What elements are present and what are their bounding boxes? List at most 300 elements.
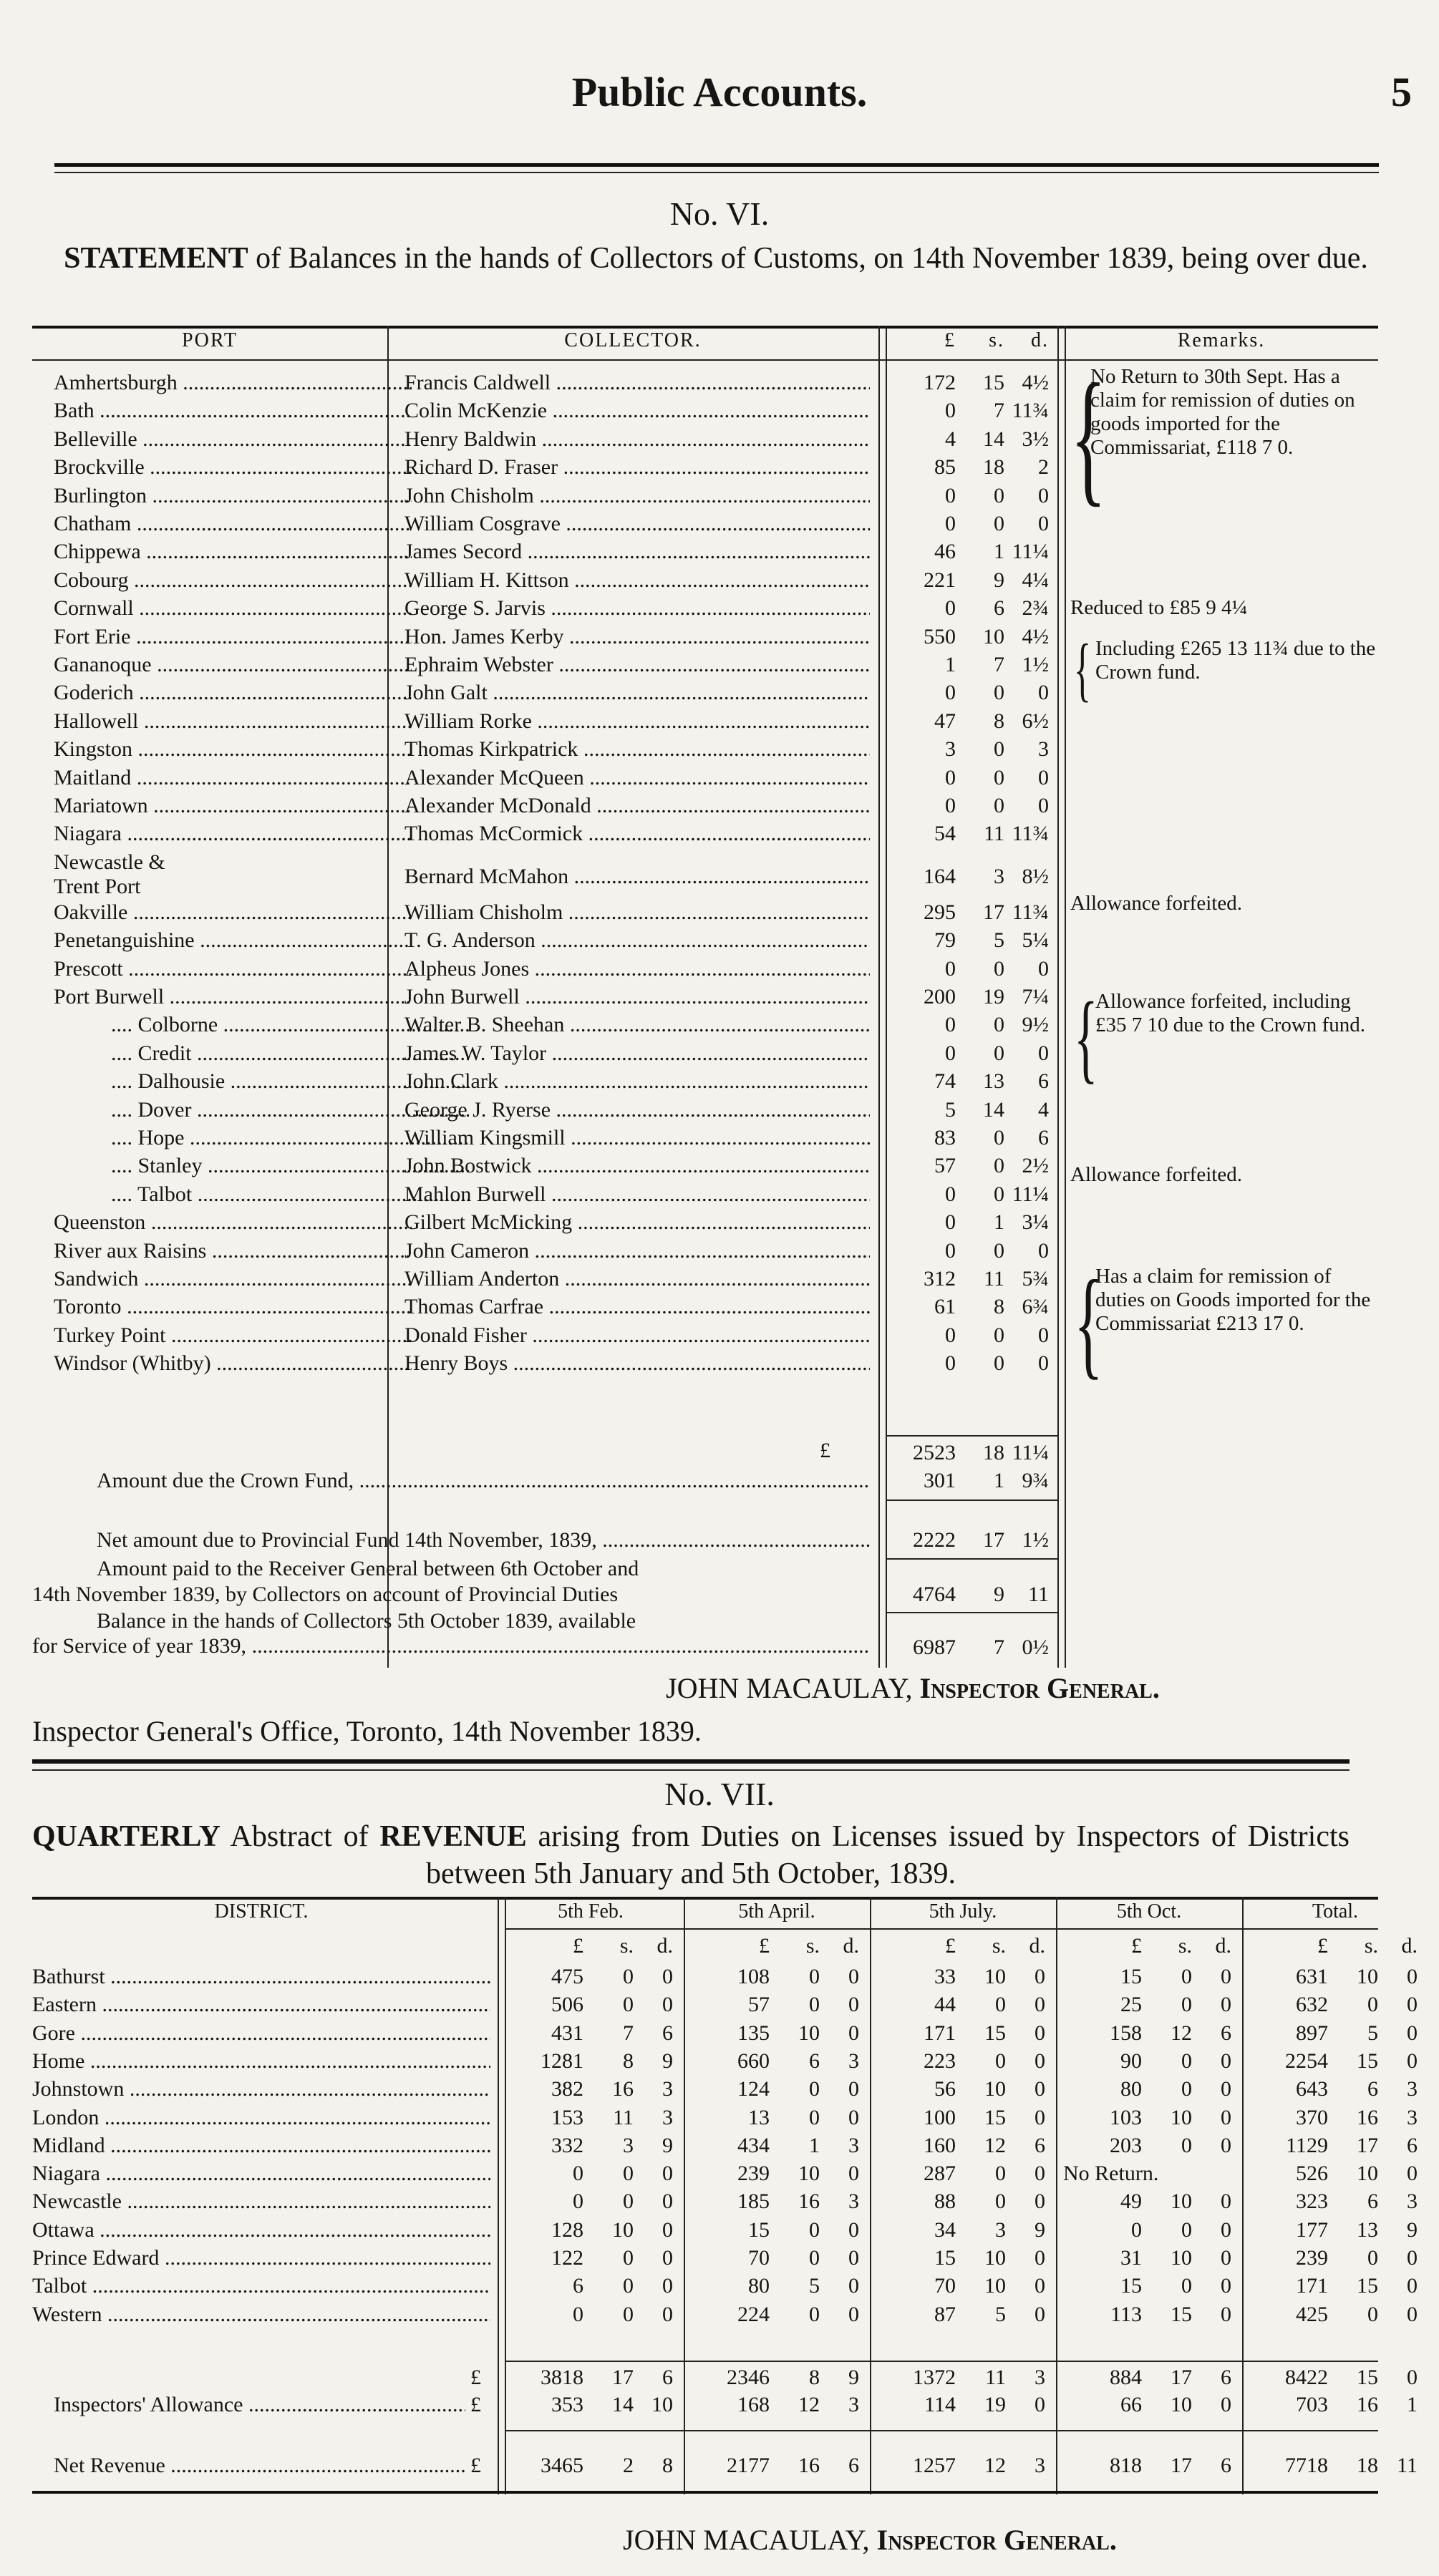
table-row (32, 2048, 1418, 2076)
port-cell: .... Talbot ..... (111, 1182, 469, 1207)
amount-cell: 153 (551, 2105, 583, 2129)
total-pounds: 2523 (913, 1441, 956, 1464)
net-revenue-row (32, 2454, 1418, 2481)
pounds-cell: 312 (924, 1267, 956, 1291)
col-header-remarks: Remarks. (1177, 329, 1266, 351)
crown-shillings: 1 (994, 1469, 1004, 1492)
amount-cell: 0 (848, 2105, 859, 2129)
amount-cell: 6 (662, 2366, 673, 2389)
amount-cell: 66 (1120, 2393, 1142, 2416)
amount-cell: 15 (1357, 2274, 1378, 2298)
shillings-cell: 0 (994, 512, 1004, 535)
port-cell: Gananoque ..... (54, 653, 412, 677)
pounds-cell: 57 (934, 1154, 956, 1178)
col-header-unit: £ (573, 1934, 583, 1958)
amount-cell: 0 (662, 2162, 673, 2186)
amount-cell: 0 (848, 2302, 859, 2326)
table-row (32, 709, 1378, 737)
amount-cell: 0 (848, 2246, 859, 2270)
amount-cell: 1372 (913, 2366, 956, 2389)
table-row (32, 1993, 1418, 2020)
district-cell: Bathurst ..... (32, 1965, 490, 1989)
total-rule (886, 1435, 1057, 1437)
amount-cell: 3 (1035, 2454, 1045, 2477)
pounds-cell: 0 (945, 1182, 956, 1206)
shillings-cell: 3 (994, 864, 1004, 888)
remark-7: Has a claim for remission of duties on Goods imported for the Commissariat £213 17 0. (1095, 1265, 1371, 1335)
pence-cell: 0 (1038, 956, 1049, 981)
amount-cell: 114 (924, 2393, 956, 2416)
pounds-cell: 79 (934, 928, 956, 953)
pound-sign: £ (470, 2366, 481, 2389)
amount-cell: 0 (1181, 1965, 1192, 1988)
shillings-cell: 11 (984, 822, 1004, 846)
shillings-cell: 19 (983, 985, 1004, 1008)
section-rule-thin (32, 1769, 1350, 1771)
pounds-cell: 0 (945, 596, 956, 621)
pence-cell: 4 (1038, 1097, 1049, 1122)
pence-cell: 2 (1038, 455, 1049, 480)
amount-cell: 34 (934, 2217, 956, 2242)
table-row (32, 2077, 1418, 2104)
amount-cell: 1129 (1286, 2133, 1328, 2157)
port-cell: River aux Raisins ..... (54, 1239, 412, 1263)
amount-cell: 0 (1221, 2048, 1231, 2073)
section-rule (32, 1759, 1350, 1764)
amount-cell: 80 (748, 2274, 770, 2298)
section-6-number: No. VI. (669, 195, 770, 232)
port-cell: Goderich ..... (54, 681, 412, 705)
remark-2: Reduced to £85 9 4¼ (1070, 596, 1248, 619)
amount-cell: 0 (809, 1965, 820, 1988)
pounds-cell: 74 (934, 1069, 956, 1094)
shillings-cell: 1 (994, 1210, 1004, 1235)
pence-cell: 0 (1038, 1351, 1049, 1376)
amount-cell: 0 (1035, 2021, 1045, 2045)
table-row (32, 766, 1378, 794)
col-header-port: PORT (182, 329, 238, 351)
pence-cell: 1½ (1022, 653, 1049, 676)
amount-cell: 0 (1035, 1965, 1045, 1988)
district-cell: Home ..... (32, 2049, 490, 2074)
crown-pounds: 301 (924, 1469, 956, 1492)
amount-cell: 203 (1110, 2133, 1142, 2157)
table-row (32, 2021, 1418, 2048)
table-row (32, 2246, 1418, 2273)
amount-cell: 223 (924, 2048, 956, 2073)
col-header-unit: £ (1131, 1934, 1142, 1958)
amount-cell: 0 (1181, 2048, 1192, 2073)
amount-cell: 0 (573, 2302, 583, 2326)
amount-cell: 0 (1221, 1993, 1231, 2017)
col-header-collector: COLLECTOR. (564, 329, 702, 351)
amount-cell: 15 (984, 2021, 1006, 2045)
pounds-cell: 0 (945, 399, 956, 423)
pence-cell: 4½ (1022, 371, 1049, 394)
amount-cell: 10 (984, 2246, 1006, 2270)
amount-cell: 2254 (1285, 2048, 1328, 2073)
crown-label: Amount due the Crown Fund, ..... (97, 1469, 870, 1493)
amount-cell: 3 (995, 2217, 1006, 2242)
shillings-cell: 5 (994, 928, 1004, 953)
amount-cell: 0 (623, 2274, 634, 2298)
sum-row (32, 2366, 1418, 2393)
amount-cell: 353 (551, 2393, 583, 2416)
pound-sign: £ (470, 2454, 481, 2477)
section-6-title-rest: of Balances in the hands of Collectors of Customs, on 14th November 1839, being over due. (248, 242, 1368, 275)
revenue-table (32, 1897, 1418, 2494)
shillings-cell: 0 (994, 483, 1004, 507)
amount-cell: 70 (934, 2274, 956, 2298)
amount-cell: 17 (1171, 2366, 1192, 2389)
amount-cell: 44 (934, 1993, 956, 2017)
section-7-title-bold-1: QUARTERLY (32, 1820, 221, 1853)
port-cell: .... Hope ..... (111, 1126, 469, 1150)
amount-cell: 10 (1171, 2393, 1192, 2416)
amount-cell: 6 (1407, 2133, 1418, 2157)
col-header-unit: d. (1029, 1934, 1045, 1958)
amount-cell: No Return. (1063, 2162, 1159, 2186)
pence-cell: 0 (1038, 1041, 1049, 1065)
amount-cell: 15 (1171, 2302, 1192, 2326)
district-cell: Eastern ..... (32, 1993, 490, 2017)
amount-cell: 122 (551, 2246, 583, 2270)
running-head (0, 68, 1439, 125)
port-cell: Cornwall ..... (54, 596, 412, 621)
shillings-cell: 0 (994, 1323, 1004, 1347)
signature-name: JOHN MACAULAY, (623, 2524, 870, 2556)
amount-cell: 14 (612, 2393, 634, 2416)
shillings-cell: 0 (994, 681, 1004, 705)
port-cell: Chatham ..... (54, 512, 412, 536)
collector-cell: Alpheus Jones ..... (404, 957, 870, 981)
remark-brace: { (1074, 1255, 1103, 1390)
amount-cell: 171 (1296, 2274, 1328, 2298)
table-row (32, 1041, 1378, 1069)
shillings-cell: 7 (994, 399, 1004, 423)
amount-cell: 158 (1110, 2021, 1142, 2045)
amount-cell: 0 (1221, 1965, 1231, 1988)
amount-cell: 10 (1171, 2246, 1192, 2270)
amount-cell: 0 (995, 2162, 1006, 2186)
amount-cell: 703 (1296, 2393, 1328, 2416)
port-cell: .... Credit ..... (111, 1041, 469, 1066)
amount-cell: 1 (1407, 2393, 1418, 2416)
amount-cell: 12 (1171, 2021, 1192, 2045)
amount-cell: 177 (1296, 2217, 1328, 2242)
table-row (32, 737, 1378, 765)
amount-cell: 15 (1120, 2274, 1142, 2298)
amount-cell: 0 (1407, 2246, 1418, 2270)
amount-cell: 0 (848, 2021, 859, 2045)
port-cell: Bath ..... (54, 399, 412, 423)
pounds-cell: 0 (945, 1323, 956, 1347)
amount-cell: 16 (612, 2077, 634, 2101)
amount-cell: 643 (1296, 2077, 1328, 2101)
pence-cell: 11¼ (1012, 540, 1049, 564)
amount-cell: 17 (1357, 2133, 1378, 2157)
amount-cell: 0 (1221, 2105, 1231, 2129)
shillings-cell: 14 (983, 1097, 1004, 1122)
amount-cell: 124 (737, 2077, 770, 2101)
amount-cell: 56 (934, 2077, 956, 2101)
amount-cell: 0 (995, 2048, 1006, 2073)
pounds-cell: 0 (945, 483, 956, 507)
col-header-unit: s. (1178, 1934, 1192, 1958)
pence-cell: 6½ (1022, 709, 1049, 733)
collector-cell: John Chisholm ..... (404, 484, 870, 508)
amount-cell: 0 (1035, 2189, 1045, 2214)
amount-cell: 6 (848, 2454, 859, 2477)
amount-cell: 6 (1221, 2454, 1231, 2477)
amount-cell: 0 (662, 1993, 673, 2017)
amount-cell: 6 (1367, 2077, 1378, 2101)
pence-cell: 11¼ (1012, 1182, 1049, 1206)
table-row (32, 2189, 1418, 2217)
amount-cell: 5 (809, 2274, 820, 2298)
amount-cell: 0 (848, 2077, 859, 2101)
amount-cell: 3 (848, 2048, 859, 2073)
shillings-cell: 0 (994, 1182, 1004, 1206)
amount-cell: 10 (984, 2274, 1006, 2298)
amount-cell: 88 (934, 2189, 956, 2214)
pence-cell: 0 (1038, 512, 1049, 535)
col-header-unit: £ (1317, 1934, 1328, 1958)
table-row (32, 1239, 1378, 1267)
table-row (32, 681, 1378, 709)
amount-cell: 0 (1035, 2162, 1045, 2186)
pence-cell: 11¾ (1012, 399, 1049, 423)
col-header-unit: £ (945, 1934, 956, 1958)
section-6-title (50, 240, 1382, 277)
amount-cell: 323 (1296, 2189, 1328, 2214)
amount-cell: 12 (984, 2133, 1006, 2157)
port-cell: Toronto ..... (54, 1295, 412, 1319)
amount-cell: 168 (737, 2393, 770, 2416)
collector-cell: Alexander McQueen ..... (404, 766, 870, 790)
amount-cell: 10 (798, 2162, 820, 2186)
remark-brace: { (1074, 629, 1091, 709)
district-cell: Talbot ..... (32, 2274, 490, 2298)
amount-cell: 18 (1357, 2454, 1378, 2477)
pence-cell: 6 (1038, 1126, 1049, 1150)
amount-cell: 0 (1407, 2162, 1418, 2186)
balances-table (32, 326, 1378, 1664)
amount-cell: 0 (1035, 2246, 1045, 2270)
amount-cell: 16 (798, 2189, 820, 2214)
amount-cell: 6 (573, 2274, 583, 2298)
amount-cell: 16 (798, 2454, 820, 2477)
amount-cell: 9 (662, 2048, 673, 2073)
shillings-cell: 13 (983, 1069, 1004, 1094)
port-cell: Chippewa ..... (54, 540, 412, 564)
shillings-cell: 0 (994, 1154, 1004, 1178)
collector-cell: John Cameron ..... (404, 1239, 870, 1263)
header-rule (54, 163, 1379, 167)
table-row (32, 822, 1378, 850)
amount-cell: 0 (1407, 1965, 1418, 1988)
amount-cell: 431 (551, 2021, 583, 2045)
amount-cell: 15 (1120, 1965, 1142, 1988)
amount-cell: 382 (551, 2077, 583, 2101)
amount-cell: 3 (623, 2133, 634, 2157)
amount-cell: 2177 (727, 2454, 770, 2477)
signature-6 (666, 1671, 1160, 1705)
amount-cell: 103 (1110, 2105, 1142, 2129)
pounds-cell: 550 (924, 624, 956, 648)
pounds-cell: 3 (945, 737, 956, 762)
port-cell: Brockville ..... (54, 455, 412, 480)
amount-cell: 0 (623, 2246, 634, 2270)
amount-cell: 0 (848, 2162, 859, 2186)
shillings-cell: 14 (983, 427, 1004, 451)
amount-cell: 0 (1407, 2048, 1418, 2073)
amount-cell: 90 (1120, 2048, 1142, 2073)
amount-cell: 0 (809, 2246, 820, 2270)
amount-cell: 0 (662, 2189, 673, 2214)
amount-cell: 6 (1035, 2133, 1045, 2157)
signature-title: Inspector General. (876, 2524, 1117, 2556)
port-cell: .... Dover ..... (111, 1098, 469, 1122)
amount-cell: 5 (1367, 2021, 1378, 2045)
amount-cell: 239 (1296, 2246, 1328, 2270)
port-cell: Amhertsburgh ..... (54, 371, 412, 395)
section-7-title-rest: arising from Duties on Licenses issued by Inspectors of Districts between 5th January and 5th October, 1839. (425, 1820, 1350, 1890)
port-cell: Penetanguishine ..... (54, 928, 412, 953)
shillings-cell: 15 (983, 371, 1004, 394)
table-header-rule (32, 359, 1378, 361)
amount-cell: 16 (1357, 2105, 1378, 2129)
section-6-title-bold: STATEMENT (64, 242, 248, 275)
amount-cell: 0 (1221, 2133, 1231, 2157)
amount-cell: 0 (848, 1993, 859, 2017)
col-header-unit: d. (656, 1934, 673, 1958)
crown-pence: 9¾ (1022, 1469, 1049, 1492)
port-cell: Queenston ..... (54, 1210, 412, 1235)
table-row (32, 568, 1378, 596)
paid-shillings: 9 (994, 1583, 1004, 1606)
pence-cell: 11¾ (1012, 822, 1049, 846)
pence-cell: 0 (1038, 1238, 1049, 1263)
pence-cell: 0 (1038, 765, 1049, 789)
amount-cell: 0 (1221, 2246, 1231, 2270)
port-cell: Port Burwell ..... (54, 985, 412, 1009)
district-cell: Prince Edward ..... (32, 2246, 490, 2270)
table-top-rule (32, 1897, 1378, 1900)
amount-cell: 9 (1035, 2217, 1045, 2242)
amount-cell: 6 (1221, 2021, 1231, 2045)
pounds-cell: 46 (934, 540, 956, 564)
table-row (32, 1351, 1378, 1379)
bal-shillings: 7 (994, 1635, 1004, 1659)
shillings-cell: 6 (994, 596, 1004, 621)
shillings-cell: 0 (994, 1041, 1004, 1065)
pounds-cell: 85 (934, 455, 956, 480)
table-row (32, 1069, 1378, 1097)
amount-cell: 10 (612, 2217, 634, 2242)
net-label: Net amount due to Provincial Fund 14th November, 1839, ..... (97, 1528, 870, 1552)
bal-label-2: for Service of year 1839, ..... (32, 1634, 870, 1658)
port-cell: Fort Erie ..... (54, 625, 412, 649)
amount-cell: 10 (984, 1965, 1006, 1988)
col-header-unit: d. (1215, 1934, 1231, 1958)
amount-cell: 0 (995, 2189, 1006, 2214)
amount-cell: 370 (1296, 2105, 1328, 2129)
shillings-cell: 11 (984, 1267, 1004, 1291)
amount-cell: 3 (662, 2105, 673, 2129)
district-cell: Net Revenue ..... (54, 2454, 465, 2478)
port-cell: Hallowell ..... (54, 709, 412, 734)
pence-cell: 0 (1038, 794, 1049, 817)
amount-cell: 632 (1296, 1993, 1328, 2017)
amount-cell: 15 (934, 2246, 956, 2270)
shillings-cell: 0 (994, 737, 1004, 762)
collector-cell: William Rorke ..... (404, 709, 870, 734)
pounds-cell: 0 (945, 1013, 956, 1037)
amount-cell: 2 (623, 2454, 634, 2477)
collector-cell: Hon. James Kerby ..... (404, 625, 870, 649)
amount-cell: 3 (848, 2189, 859, 2214)
pounds-cell: 1 (945, 653, 956, 676)
amount-cell: 475 (551, 1965, 583, 1988)
collector-cell: T. G. Anderson ..... (404, 928, 870, 953)
amount-cell: 0 (1221, 2077, 1231, 2101)
amount-cell: 0 (809, 2217, 820, 2242)
header-rule-thin (54, 172, 1379, 173)
district-cell: Niagara ..... (32, 2162, 490, 2186)
amount-cell: 113 (1110, 2302, 1142, 2326)
amount-cell: 13 (748, 2105, 770, 2129)
bottom-rule (32, 2491, 1378, 2494)
amount-cell: 0 (1221, 2189, 1231, 2214)
col-header-unit: s. (805, 1934, 820, 1958)
amount-cell: 6 (1367, 2189, 1378, 2214)
amount-cell: 11 (985, 2366, 1006, 2389)
port-cell: .... Colborne ..... (111, 1013, 469, 1037)
collector-cell: Henry Baldwin ..... (404, 427, 870, 452)
col-header-unit: s. (619, 1934, 634, 1958)
pounds-cell: 172 (924, 371, 956, 394)
amount-cell: 434 (737, 2133, 770, 2157)
shillings-cell: 0 (994, 794, 1004, 817)
pence-cell: 4¼ (1022, 568, 1049, 592)
amount-cell: 87 (934, 2302, 956, 2326)
col-header-unit: d. (843, 1934, 859, 1958)
pounds-cell: 200 (924, 985, 956, 1008)
collector-cell: Mahlon Burwell ..... (404, 1182, 870, 1207)
table-row (32, 2274, 1418, 2301)
amount-cell: 0 (809, 1993, 820, 2017)
amount-cell: 12 (984, 2454, 1006, 2477)
amount-cell: 3 (848, 2393, 859, 2416)
collector-cell: Walter B. Sheehan ..... (404, 1013, 870, 1037)
port-cell: Prescott ..... (54, 957, 412, 981)
amount-cell: 0 (1035, 2274, 1045, 2298)
amount-cell: 0 (1221, 2217, 1231, 2242)
port-cell: Newcastle & Trent Port (54, 850, 165, 898)
amount-cell: 8 (623, 2048, 634, 2073)
district-cell: Ottawa ..... (32, 2218, 490, 2242)
collector-cell: James W. Taylor ..... (404, 1041, 870, 1066)
amount-cell: 332 (551, 2133, 583, 2157)
amount-cell: 0 (1407, 2366, 1418, 2389)
shillings-cell: 0 (994, 765, 1004, 789)
page-title: Public Accounts. (571, 69, 868, 115)
collector-cell: William H. Kittson ..... (404, 568, 870, 593)
col-header-unit: £ (759, 1934, 770, 1958)
amount-cell: 11 (613, 2105, 634, 2129)
pounds-cell: 0 (945, 681, 956, 705)
